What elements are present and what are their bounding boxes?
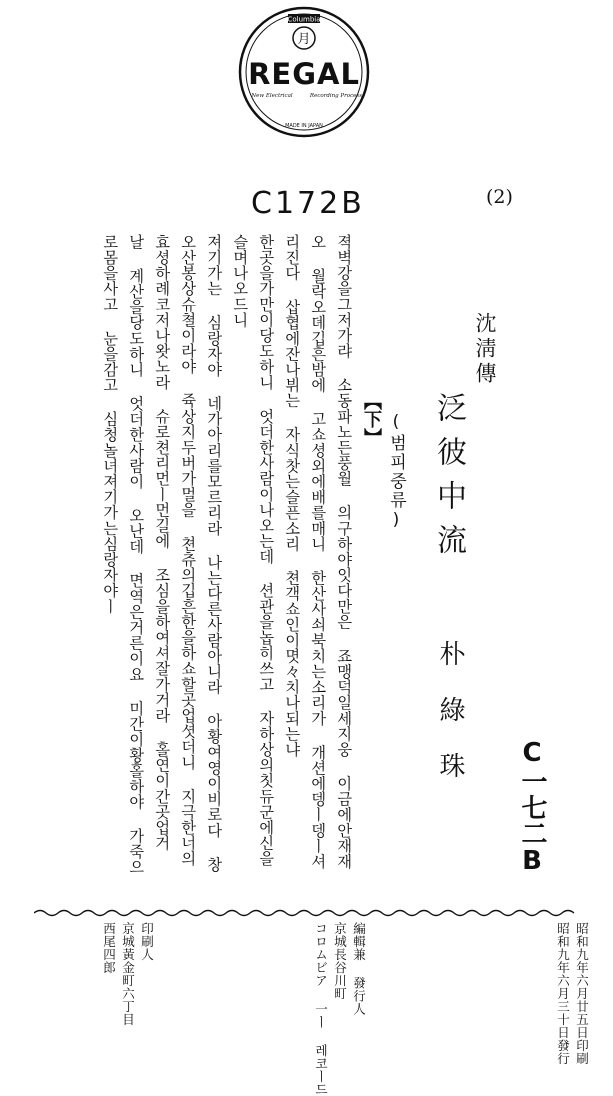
logo-right-sub: Recording Process: [309, 93, 363, 99]
lyric-line-8: 효셩하례코저나왓노라 슈로쳔리먼ㅣ먼길에 조심을하여셔잘가거라 홀연이간곳업거: [153, 234, 172, 851]
catalog-number: C172B: [251, 186, 365, 221]
singer-name: 朴綠珠: [435, 640, 465, 808]
colophon-publisher-name: コロムビア 一ㅣ 레코ㅣ드: [313, 922, 329, 1096]
lyric-line-2: 오 월락오뎨깁흔밤에 고쇼셩외에배를매니 한산사쇠북치는소리가 개션에뎅ㅣ뎅ㅣ셔: [309, 234, 328, 870]
logo-brand: REGAL: [248, 57, 360, 91]
song-title: 泛彼中流: [431, 392, 466, 568]
lyric-line-7: 오산봉상슈쳘이라야 쥭상지두버가멀을 쳔츄의깁흔한을하쇼할곳업셧더니 지극한너의: [179, 234, 198, 867]
colophon-publisher-address: 京城長谷川町: [332, 922, 348, 1000]
lyric-line-6: 져기가는 심랑자야 네가아리를모르리라 나는다른사람아니라 아황여영이비로다 창: [205, 234, 224, 872]
lyric-line-3: 리진다 삽협에잔나뷔는 자식찻는슬픈소리 쳔객쇼인이몃々치나되는냐: [283, 234, 302, 758]
wavy-divider: [34, 908, 579, 918]
colophon-print-date: 昭和九年六月廿五日印刷: [574, 922, 590, 1065]
song-part-label: 【下】: [361, 392, 382, 446]
logo-bottom-text: MADE IN JAPAN: [285, 123, 323, 129]
song-title-gloss: (범피중류): [386, 412, 406, 532]
lyric-line-9: 날 계산을당도하니 엇더한사람이 오난데 면역은거른이요 미간이황홀하야 가죽으: [127, 234, 146, 875]
lyric-line-4: 한곳을가만이당도하니 엇더한사람이나오는데 션관을놉히쓰고 자하상의칫듀군에신을: [257, 234, 276, 867]
colophon-issue-date: 昭和九年六月三十日發行: [555, 922, 571, 1065]
logo-left-sub: New Electrical: [251, 93, 293, 99]
lyric-line-10: 로몸을사고 눈을감고 심청놀녀져기가는심랑자야ㅣ: [101, 234, 120, 614]
colophon-printer-name: 西尾四郎: [101, 922, 117, 974]
colophon-publisher-label: 編輯兼 發行人: [351, 922, 367, 1016]
catalog-number-vertical: C一七二B: [517, 738, 547, 876]
logo-center-glyph: 月: [297, 32, 311, 47]
colophon-printer-label: 印刷人: [139, 922, 155, 961]
lyric-line-5: 슬며나오드니: [231, 234, 250, 328]
colophon-printer-address: 京城黃金町六丁目: [120, 922, 136, 1026]
lyric-line-1: 젹벽강을그저가랴 소동파노든풍월 의구하야잇다만은 죠맹덕일세지웅 이금에안재재: [335, 234, 354, 870]
regal-logo-seal: [236, 4, 372, 140]
song-subtitle: 沈淸傳: [473, 312, 497, 387]
page-number: (2): [486, 186, 513, 208]
regal-logo: [236, 4, 372, 140]
logo-top-text: Columbia: [287, 15, 321, 24]
